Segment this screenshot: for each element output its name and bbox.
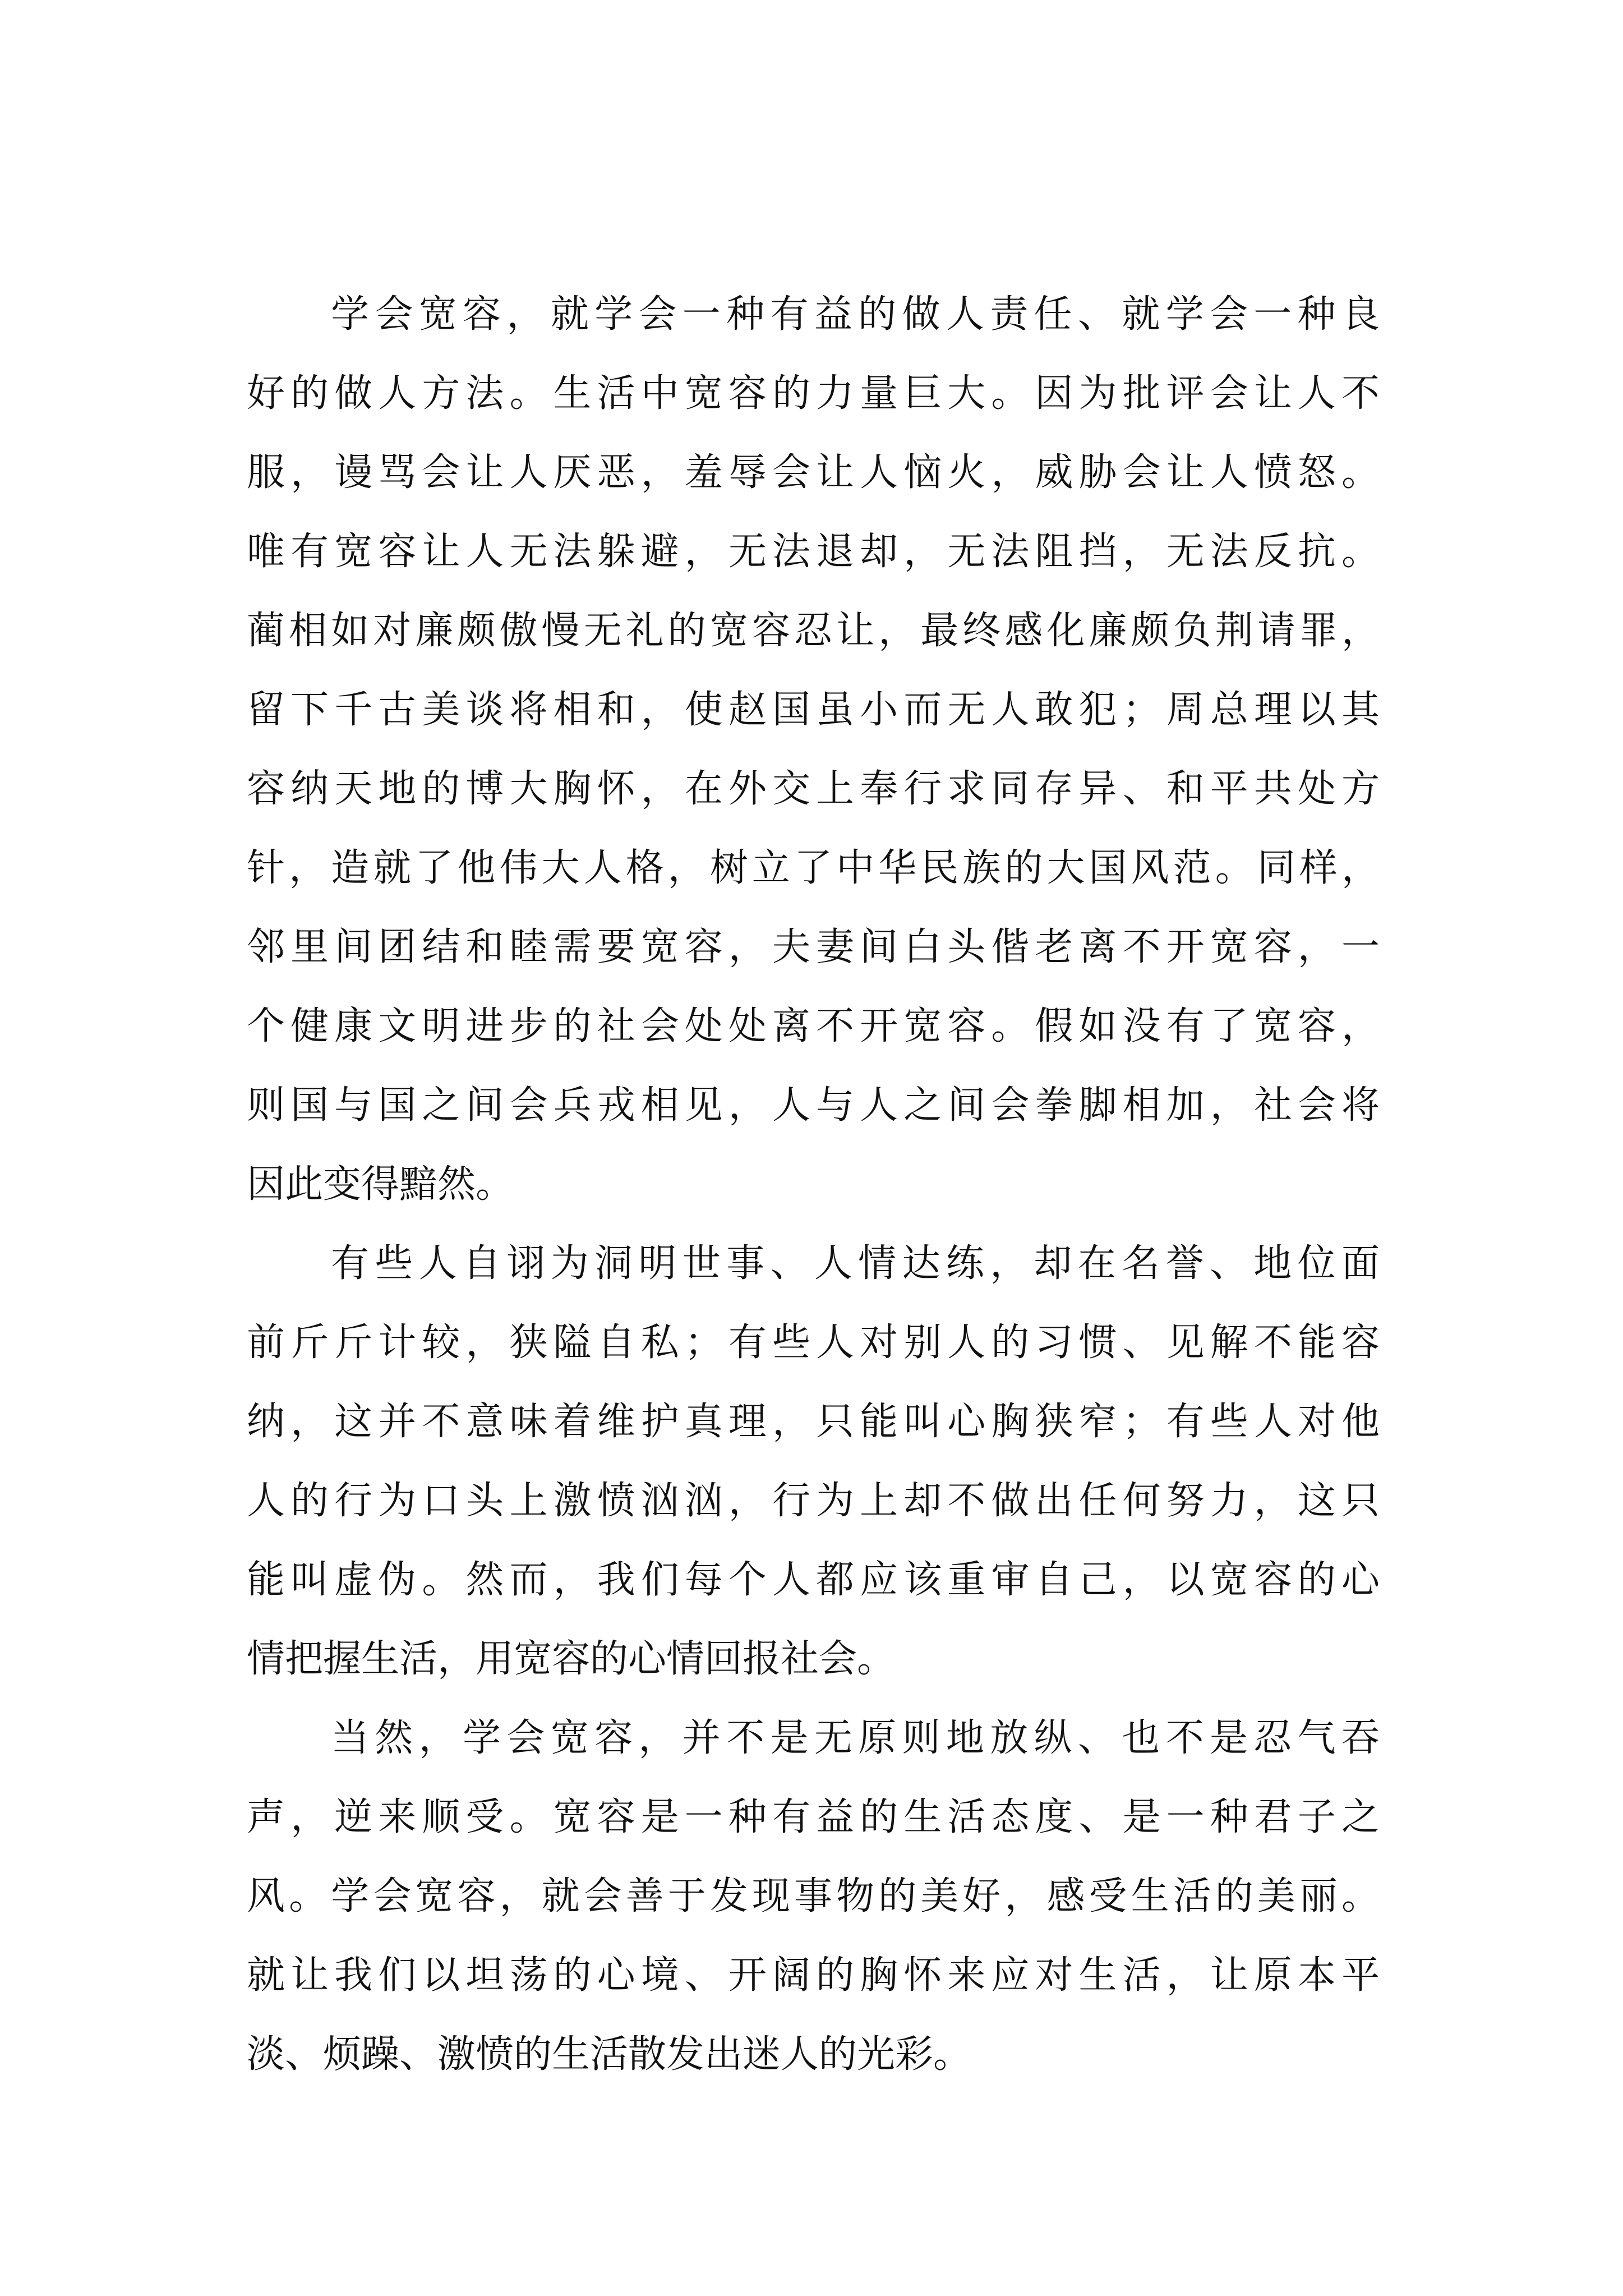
text-line: 个健康文明进步的社会处处离不开宽容。假如没有了宽容， <box>247 1004 1380 1048</box>
text-line: 有些人自诩为洞明世事、人情达练，却在名誉、地位面 <box>331 1241 1380 1286</box>
text-line: 留下千古美谈将相和，使赵国虽小而无人敢犯；周总理以其 <box>247 688 1380 732</box>
text-line: 能叫虚伪。然而，我们每个人都应该重审自己，以宽容的心 <box>247 1558 1380 1602</box>
text-line: 针，造就了他伟大人格，树立了中华民族的大国风范。同样， <box>247 846 1380 890</box>
text-line: 因此变得黯然。 <box>247 1162 514 1207</box>
text-line: 则国与国之间会兵戎相见，人与人之间会拳脚相加，社会将 <box>247 1083 1380 1128</box>
text-line: 蔺相如对廉颇傲慢无礼的宽容忍让，最终感化廉颇负荆请罪， <box>247 609 1380 653</box>
text-line: 容纳天地的博大胸怀，在外交上奉行求同存异、和平共处方 <box>247 767 1380 811</box>
text-line: 就让我们以坦荡的心境、开阔的胸怀来应对生活，让原本平 <box>247 1953 1380 1998</box>
text-line: 情把握生活，用宽容的心情回报社会。 <box>247 1637 896 1681</box>
text-line: 淡、烦躁、激愤的生活散发出迷人的光彩。 <box>247 2032 972 2077</box>
text-line: 服，谩骂会让人厌恶，羞辱会让人恼火，威胁会让人愤怒。 <box>247 450 1380 495</box>
paragraph-3 <box>247 1699 1380 2094</box>
text-line: 人的行为口头上激愤汹汹，行为上却不做出任何努力，这只 <box>247 1479 1380 1523</box>
text-line: 学会宽容，就学会一种有益的做人责任、就学会一种良 <box>331 292 1380 337</box>
text-line: 邻里间团结和睦需要宽容，夫妻间白头偕老离不开宽容，一 <box>247 925 1380 969</box>
article-body <box>247 275 1380 2094</box>
text-line: 好的做人方法。生活中宽容的力量巨大。因为批评会让人不 <box>247 371 1380 416</box>
paragraph-2 <box>247 1224 1380 1699</box>
text-line: 前斤斤计较，狭隘自私；有些人对别人的习惯、见解不能容 <box>247 1320 1380 1365</box>
paragraph-1 <box>247 275 1380 1224</box>
text-line: 风。学会宽容，就会善于发现事物的美好，感受生活的美丽。 <box>247 1874 1380 1918</box>
text-line: 纳，这并不意味着维护真理，只能叫心胸狭窄；有些人对他 <box>247 1400 1380 1444</box>
text-line: 唯有宽容让人无法躲避，无法退却，无法阻挡，无法反抗。 <box>247 530 1380 574</box>
text-line: 当然，学会宽容，并不是无原则地放纵、也不是忍气吞 <box>331 1716 1380 1760</box>
text-line: 声，逆来顺受。宽容是一种有益的生活态度、是一种君子之 <box>247 1795 1380 1839</box>
